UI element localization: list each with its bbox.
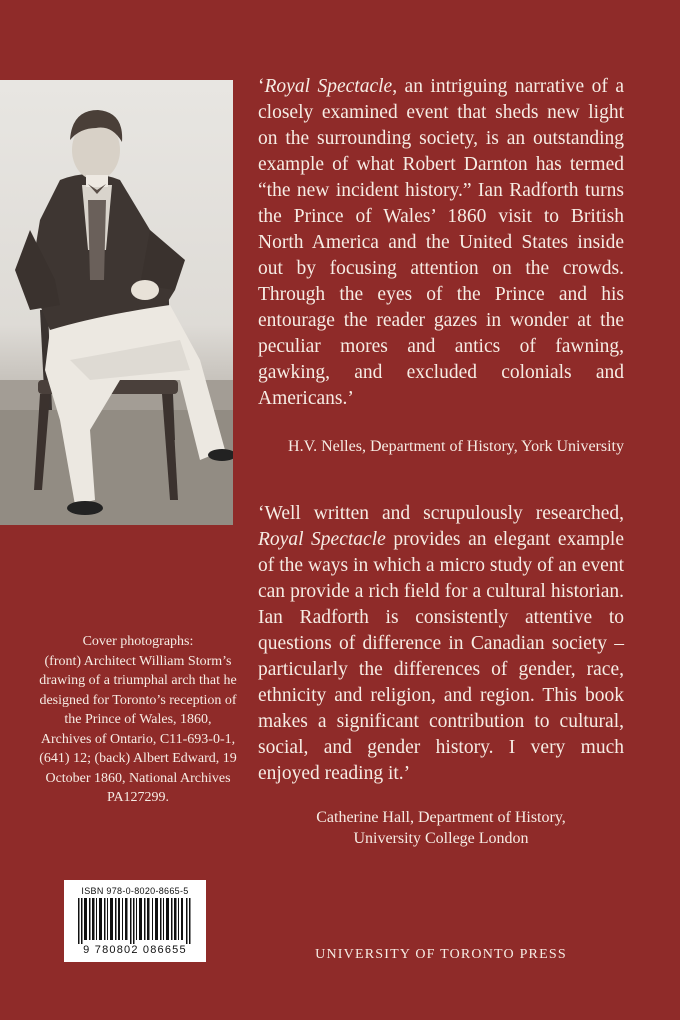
book-title-italic: Royal Spectacle — [258, 529, 386, 550]
attribution-nelles: H.V. Nelles, Department of History, York University — [288, 438, 624, 455]
quote-body: provides an elegant example of the ways in which a micro study of an event can provide a rich field for a cultural historian. Ian Radforth is consistently attentive to questions of difference in Canadian society – particularly the differences of gender, race, ethnicity and religion, and region. This book makes a significant contribution to cultural, social, and gender history. I very much enjoyed reading it.’ — [258, 529, 624, 784]
photo-illustration — [0, 80, 233, 525]
review-quote-hall — [258, 501, 624, 787]
credits-body: (front) Architect William Storm’s drawing of a triumphal arch that he designed for Toronto’s reception of the Prince of Wales, 1860, Archives of Ontario, C11-693-0-1, (641) 12; (back) Albert Edward, 19 October 1860, National Archives PA127299. — [39, 653, 237, 805]
review-quote-nelles — [258, 74, 624, 412]
barcode-digits: 9 780802 086655 — [83, 944, 187, 956]
cover-photo-credits — [38, 632, 238, 808]
isbn-barcode — [64, 880, 206, 962]
attribution-line: University College London — [353, 830, 529, 847]
barcode-bars — [78, 898, 192, 944]
credits-heading: Cover photographs: — [82, 634, 194, 649]
quote-opening: ‘Well written and scrupulously researched, — [258, 503, 624, 524]
quote-body: , an intriguing narrative of a closely examined event that sheds new light on the surrounding society, is an outstanding example of what Robert Darnton has termed “the new incident history.” Ian Radforth turns the Prince of Wales’ 1860 visit to British North America and the United States inside out by focusing attention on the crowds. Through the eyes of the Prince and his entourage the reader gazes in wonder at the peculiar mores and antics of fawning, gawking, and excluded colonials and Americans.’ — [258, 76, 624, 409]
author-photo-prince-albert-edward — [0, 80, 233, 525]
attribution-line: Catherine Hall, Department of History, — [316, 809, 566, 826]
isbn-number: ISBN 978-0-8020-8665-5 — [81, 886, 189, 896]
quote-open-mark: ‘ — [258, 76, 265, 97]
book-title-italic: Royal Spectacle — [264, 76, 393, 97]
attribution-hall — [258, 807, 624, 849]
publisher-name: UNIVERSITY OF TORONTO PRESS — [315, 947, 567, 962]
